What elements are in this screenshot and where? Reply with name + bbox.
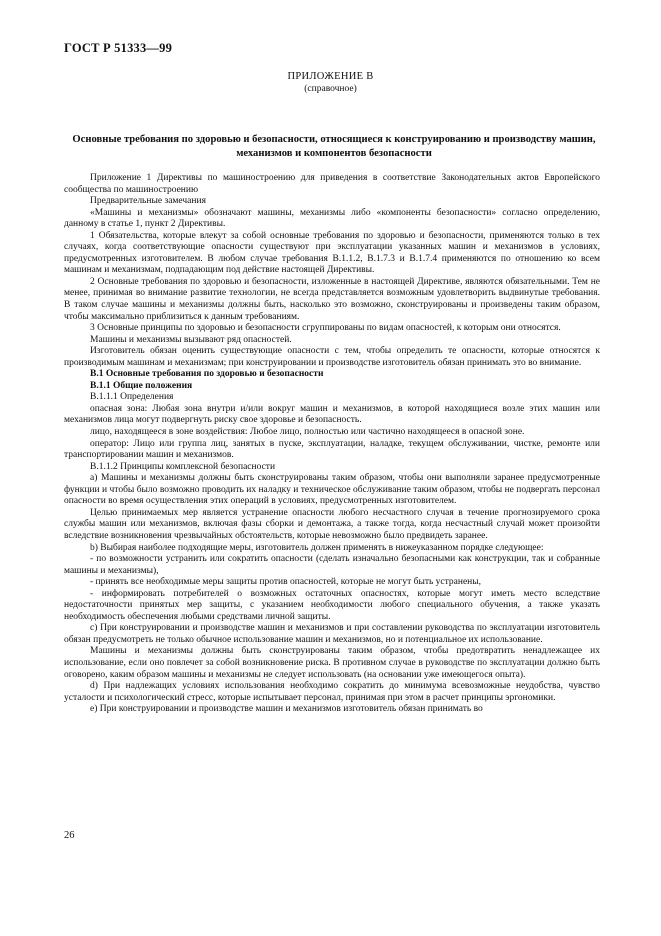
paragraph: d) При надлежащих условиях использования необходимо сократить до минимума всевозможные неудобства, чувство усталости и психологический стресс, которые испытывает персонал, принимая при этом в расчет принципы эргономики. (64, 681, 600, 703)
paragraph: «Машины и механизмы» обозначают машины, механизмы либо «компоненты безопасности» согласно определению, данному в статье 1, пункт 2 Директивы. (64, 207, 600, 230)
paragraph: Приложение 1 Директивы по машиностроению для приведения в соответствие Законодательных актов Европейского сообщества по машиностроению (64, 173, 600, 195)
appendix-label: ПРИЛОЖЕНИЕ В (287, 71, 374, 82)
paragraph: лицо, находящееся в зоне воздействия: Любое лицо, полностью или частично находящееся в опасной зоне. (90, 427, 525, 438)
page-number: 26 (64, 830, 75, 841)
paragraph: - информировать потребителей о возможных остаточных опасностях, которые могут иметь место вследствие недостаточности принятых мер защиты, с указанием необходимости любого специального обучения, а также указать необходимость обеспечения любыми средствами личной защиты. (64, 588, 600, 622)
body-text (64, 173, 600, 716)
paragraph: - по возможности устранить или сократить опасности (сделать изначально безопасными как конструкции, так и собранные машины и механизмы), (64, 554, 600, 576)
paragraph: В.1 Основные требования по здоровью и безопасности (90, 369, 324, 380)
document-code: ГОСТ Р 51333—99 (64, 41, 173, 55)
paragraph: Изготовитель обязан оценить существующие опасности с тем, чтобы определить те опасности, которые относятся к производимым машинам и механизмам; при конструировании и производстве изготовитель обязан принимать это во внимание. (64, 346, 600, 368)
paragraph: Целью принимаемых мер является устранение опасности любого несчастного случая в течение прогнозируемого срока службы машин или механизмов, включая фазы сборки и демонтажа, а также тогда, когда несчастный случай может произойти вследствие возникновения чрезвычайных обстоятельств, которые невозможно было предвидеть заранее. (64, 507, 600, 541)
paragraph: а) Машины и механизмы должны быть сконструированы таким образом, чтобы они выполняли заранее предусмотренные функции и чтобы было возможно проводить их наладку и техническое обслуживание таким образом, чтобы не подвергать персонал опасности во время осуществления этих операций в условиях, предусмотренных изготовителем. (64, 473, 600, 507)
paragraph: - принять все необходимые меры защиты против опасностей, которые не могут быть устранены, (90, 577, 482, 588)
paragraph: 2 Основные требования по здоровью и безопасности, изложенные в настоящей Директиве, являются обязательными. Тем не менее, принимая во внимание развитие технологии, не всегда представляется возможным удовлетворить выдвинутые требования. В таком случае машины и механизмы должны быть, насколько это возможно, сконструированы и произведены таким образом, чтобы максимально приблизиться к данным требованиям. (64, 276, 600, 322)
paragraph: 1 Обязательства, которые влекут за собой основные требования по здоровью и безопасности, применяются только в тех случаях, когда соответствующие опасности существуют при эксплуатации указанных машин и механизмов в условиях, предусмотренных изготовителем. В любом случае требования В.1.1.2, В.1.7.3 и В.1.7.4 применяются по отношению ко всем машинам и механизмам, подпадающим под действие настоящей Директивы. (64, 230, 600, 276)
section-title: Основные требования по здоровью и безопасности, относящиеся к конструированию и производству машин, механизмов и компонентов безопасности (72, 134, 596, 159)
paragraph: b) Выбирая наиболее подходящие меры, изготовитель должен применять в нижеуказанном порядке следующее: (90, 542, 544, 553)
paragraph: Предварительные замечания (90, 196, 206, 207)
paragraph: оператор: Лицо или группа лиц, занятых в пуске, эксплуатации, наладке, текущем обслуживании, чистке, ремонте или транспортировании машин и механизмов. (64, 438, 600, 461)
paragraph: е) При конструировании и производстве машин и механизмов изготовитель обязан принимать во (90, 704, 483, 715)
paragraph: с) При конструировании и производстве машин и механизмов и при составлении руководства по эксплуатации изготовитель обязан предусмотреть не только обычное использование машин и механизмов, но и потенциальное их использование. (64, 623, 600, 645)
appendix-type: (справочное) (304, 84, 357, 94)
paragraph: В.1.1.1 Определения (90, 392, 174, 403)
paragraph: В.1.1 Общие положения (90, 380, 193, 391)
paragraph: Машины и механизмы должны быть сконструированы таким образом, чтобы предотвратить ненадлежащее их использование, если оно повлечет за собой возникновение риска. В противном случае в руководстве по эксплуатации должно быть оговорено, каким образом машины и механизмы не следует использовать (на основании уже имеющегося опыта). (64, 646, 600, 680)
paragraph: 3 Основные принципы по здоровью и безопасности сгруппированы по видам опасностей, к которым они относятся. (90, 323, 561, 334)
paragraph: опасная зона: Любая зона внутри и/или вокруг машин и механизмов, в которой находящиеся возле этих машин или механизмов лица могут подвергнуть риску свое здоровье и безопасность. (64, 403, 600, 426)
paragraph: Машины и механизмы вызывают ряд опасностей. (90, 334, 292, 345)
paragraph: В.1.1.2 Принципы комплексной безопасности (90, 461, 276, 472)
